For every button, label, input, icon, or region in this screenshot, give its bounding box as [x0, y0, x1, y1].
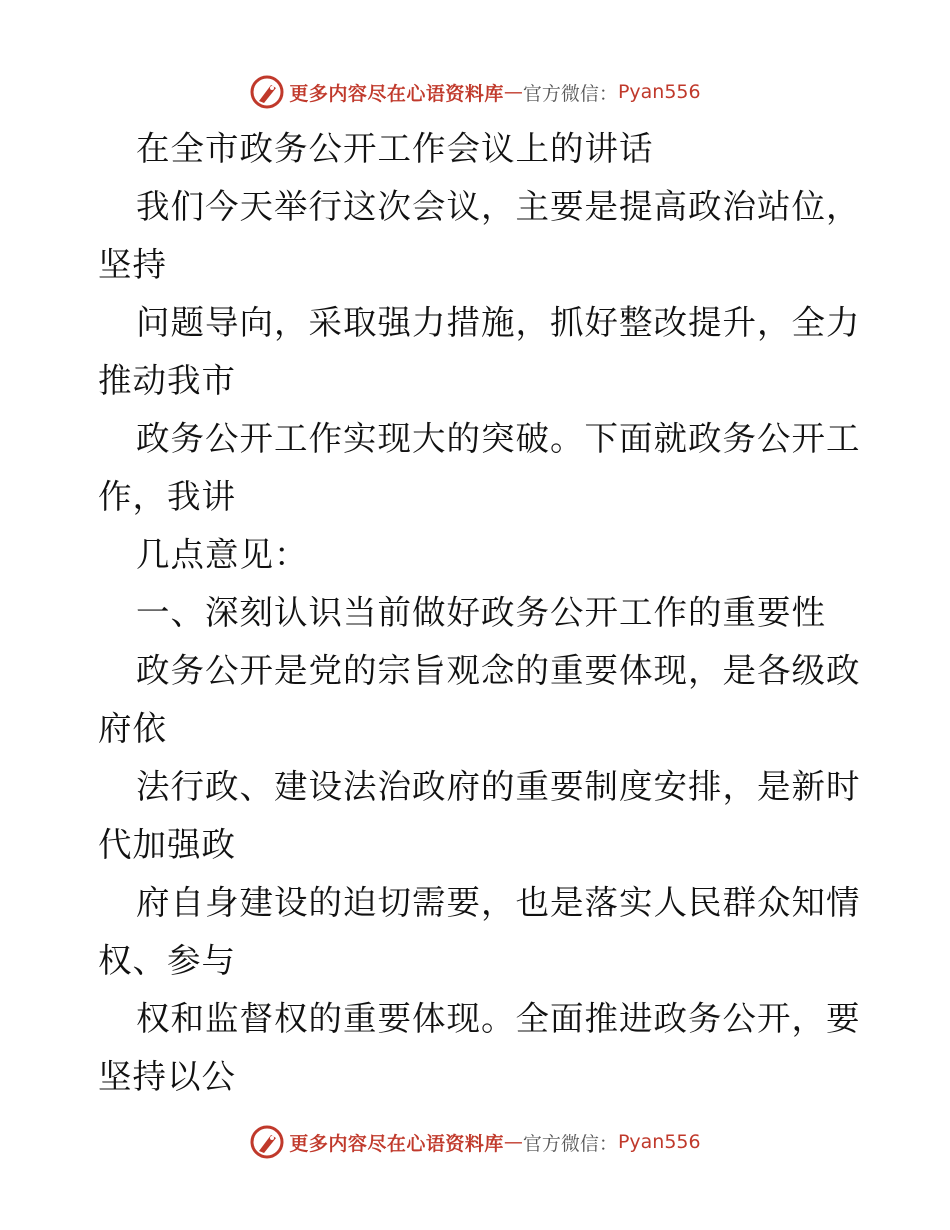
- text-line: 代加强政: [98, 825, 236, 864]
- text-line: 权、参与: [98, 941, 236, 980]
- footer-watermark: [0, 1124, 950, 1160]
- watermark-official-label: 官方微信：: [522, 82, 618, 105]
- text-line: 坚持: [98, 245, 167, 284]
- header-watermark: [0, 74, 950, 110]
- watermark-brand: 更多内容尽在心语资料库: [289, 1132, 504, 1155]
- text-line: 权和监督权的重要体现。全面推进政务公开，要: [136, 999, 861, 1038]
- watermark-official-label: 官方微信：: [522, 1132, 618, 1155]
- text-line: 府依: [98, 709, 167, 748]
- text-line: 府自身建设的迫切需要，也是落实人民群众知情: [136, 883, 861, 922]
- document-title: 在全市政务公开工作会议上的讲话: [136, 129, 654, 168]
- text-line: 政务公开工作实现大的突破。下面就政务公开工: [136, 419, 861, 458]
- watermark-wechat-id: Pyan556: [617, 1131, 701, 1153]
- section-heading: 一、深刻认识当前做好政务公开工作的重要性: [136, 593, 826, 632]
- text-line: 政务公开是党的宗旨观念的重要体现，是各级政: [136, 651, 861, 690]
- text-line: 坚持以公: [98, 1057, 236, 1096]
- watermark-brand: 更多内容尽在心语资料库: [289, 82, 504, 105]
- document-body: [98, 120, 868, 1106]
- watermark-wechat-id: Pyan556: [617, 81, 701, 103]
- watermark-separator: —: [503, 81, 523, 103]
- pen-nib-logo-icon: [249, 74, 285, 110]
- watermark-separator: —: [503, 1131, 523, 1153]
- pen-nib-logo-icon: [249, 1124, 285, 1160]
- text-line: 法行政、建设法治政府的重要制度安排，是新时: [136, 767, 861, 806]
- text-line: 几点意见：: [136, 535, 309, 574]
- text-line: 问题导向，采取强力措施，抓好整改提升，全力: [136, 303, 861, 342]
- text-line: 作，我讲: [98, 477, 236, 516]
- text-line: 我们今天举行这次会议，主要是提高政治站位，: [136, 187, 861, 226]
- text-line: 推动我市: [98, 361, 236, 400]
